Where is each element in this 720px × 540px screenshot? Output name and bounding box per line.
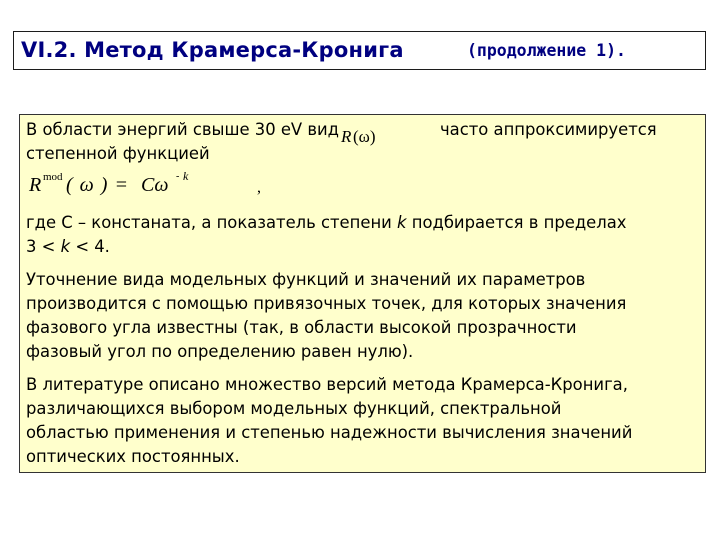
paragraph-4-line-1: В литературе описано множество версий метода Крамерса-Кронига, [26, 375, 628, 394]
slide-title-suffix: (продолжение 1). [467, 41, 626, 60]
paragraph-1-line-1-end [440, 118, 657, 142]
symbol-r-arg: (ω) [353, 127, 376, 146]
formula-c-omega: Cω [141, 174, 169, 196]
paragraph-2-line-2 [26, 235, 110, 259]
p1-text-before: В области энергий свыше 30 eV вид [26, 120, 339, 139]
paragraph-3-line-2: производится с помощью привязочных точек, для которых значения [26, 294, 627, 313]
paragraph-2-line-1 [26, 211, 626, 235]
p2-var-k-2: k [60, 237, 71, 256]
p2-text-a: где С – констаната, а показатель степени [26, 213, 392, 232]
slide-title: VI.2. Метод Крамерса-Кронига [21, 38, 404, 62]
p2-text-b: подбирается в пределах [411, 213, 627, 232]
paragraph-4-line-4: оптических постоянных. [26, 447, 240, 466]
content-box [19, 114, 706, 473]
formula-arg: ( ω ) = [66, 174, 129, 196]
paragraph-4-line-3: областью применения и степенью надежности вычисления значений [26, 423, 633, 442]
paragraph-3-line-3: фазового угла известны (так, в области высокой прозрачности [26, 318, 577, 337]
formula-sup-k: k [183, 169, 189, 183]
slide-title-box [13, 31, 706, 70]
p1-text-after: часто аппроксимируется [440, 120, 657, 139]
paragraph-1-line-1 [26, 118, 339, 142]
symbol-r: R [341, 127, 352, 146]
p2-text-c: 3 < [26, 237, 56, 256]
p2-text-d: < 4. [75, 237, 110, 256]
paragraph-3-line-1: Уточнение вида модельных функций и значений их параметров [26, 270, 586, 289]
formula-sup-minus: - [176, 171, 180, 182]
p2-var-k: k [397, 213, 407, 232]
formula-r: R [29, 174, 42, 196]
formula-sup-mod: mod [43, 171, 63, 183]
paragraph-4-line-2: различающихся выбором модельных функций, спектральной [26, 399, 562, 418]
paragraph-1-line-2: степенной функцией [26, 144, 210, 163]
paragraph-3-line-4: фазовый угол по определению равен нулю). [26, 342, 414, 361]
formula-comma: , [257, 179, 261, 196]
